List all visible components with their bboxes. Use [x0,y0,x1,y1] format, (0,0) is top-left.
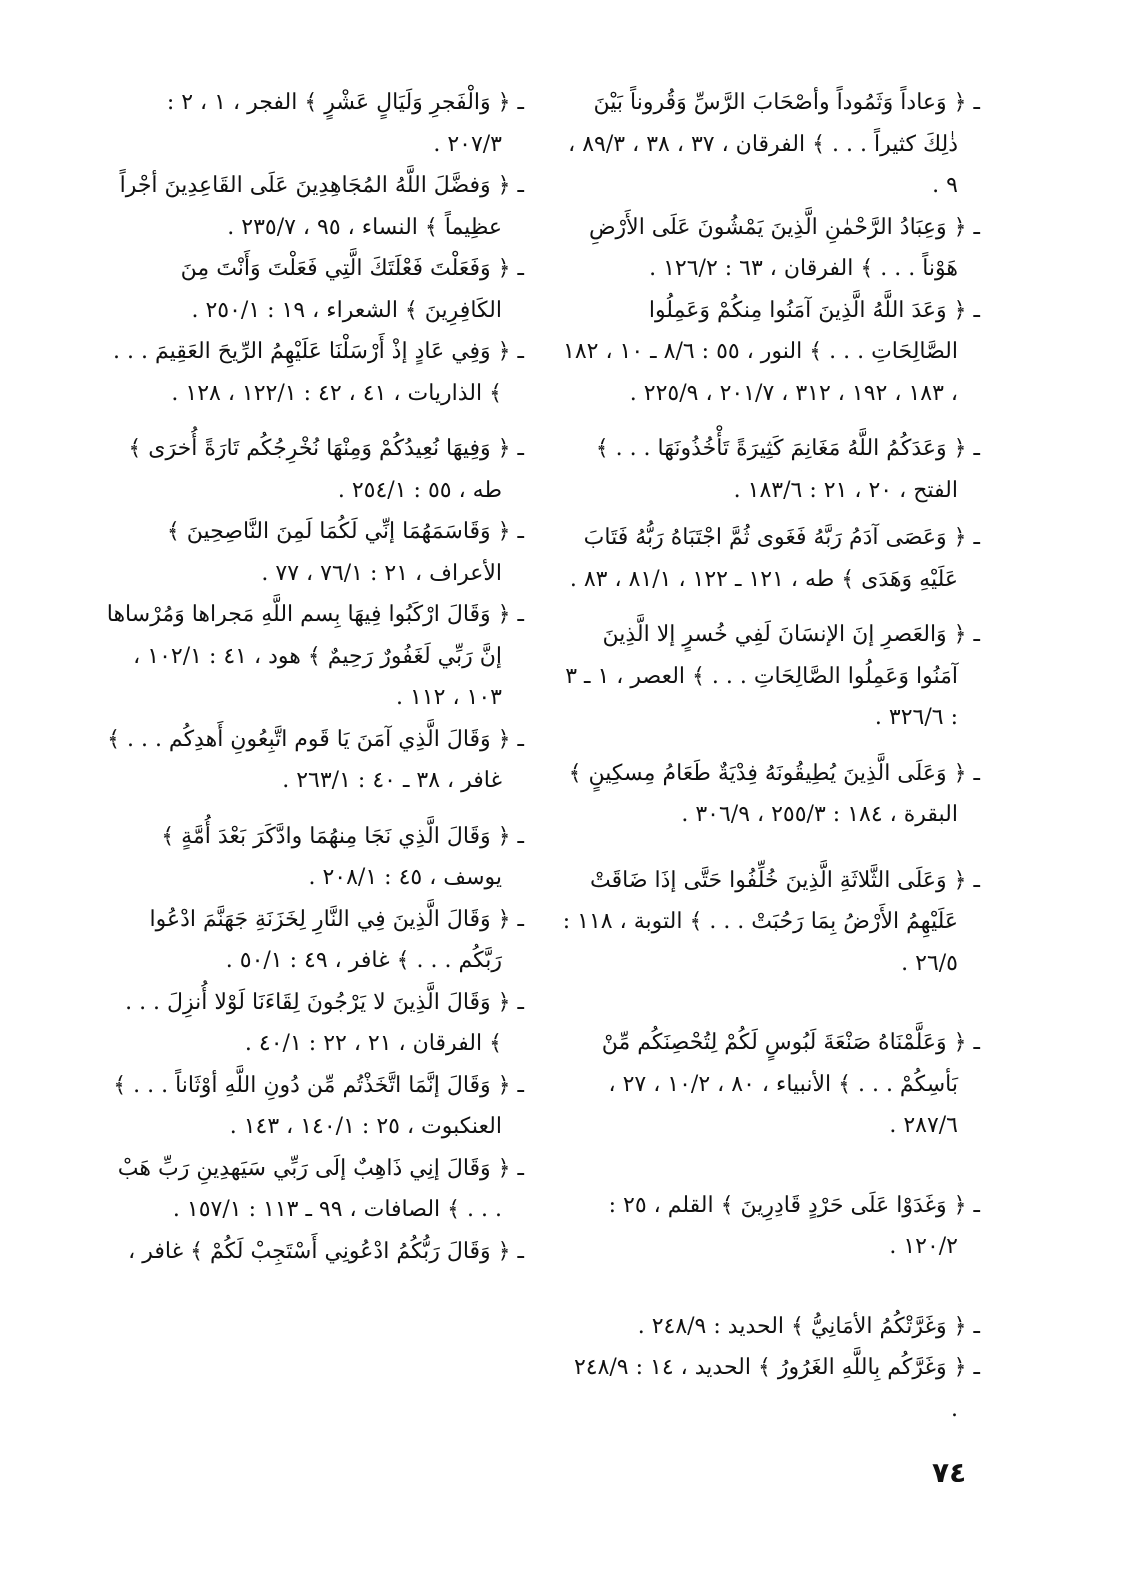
page-number: ٧٤ [932,1456,967,1489]
index-entry: ـ ﴿ وَالعَصرِ إنَ الإنسَانَ لَفِي خُسرٍ إلا الَّذِينَ آمَنُوا وَعَمِلُوا الصَّالِحَاتِ . . . ﴾ العصر ، ١ ـ ٣ : ٣٢٦/٦ . [565,622,980,730]
index-entry: ـ ﴿ وَقَالَ رَبُّكُمُ ادْعُونِي أَسْتَجِبْ لَكُمْ ﴾ غافر ، [128,1238,524,1264]
right-column [560,82,980,1430]
index-entry: ـ ﴿ وَعَلَى الثَّلاثَةِ الَّذِينَ خُلِّفُوا حَتَّى إذَا ضَاقَتْ عَلَيْهِمُ الأَرْضُ بِمَا رَحُبَتْ . . . ﴾ التوبة ، ١١٨ : ٢٦/٥ . [562,867,980,976]
index-entry: ـ ﴿ وَفضَّلَ اللَّهُ المُجَاهِدِينَ عَلَى القَاعِدِينَ أجْراً عظِيماً ﴾ النساء ، ٩٥ ، ٢٣٥/٧ . [119,173,524,240]
left-column [106,82,524,1272]
index-entry: ـ ﴿ وَعَصَى آدَمُ رَبَّهُ فَغَوى ثُمَّ اجْتَبَاهُ رَبُّهُ فَتَابَ عَلَيْهِ وَهَدَى ﴾ طه ، ١٢١ ـ ١٢٢ ، ٨١/١ ، ٨٣ . [569,525,980,592]
index-entry: ـ ﴿ وَقَالَ إنِي ذَاهِبٌ إلَى رَبِّي سَيَهدِينِ رَبِّ هَبْ . . . ﴾ الصافات ، ٩٩ ـ ١١٣ : ١٥٧/١ . [117,1155,524,1222]
index-entry: ـ ﴿ وَغَرَّتْكُمُ الأمَانِيُّ ﴾ الحديد : ٢٤٨/٩ . [637,1313,980,1339]
index-entry: ـ ﴿ وَعَلَّمْنَاهُ صَنْعَةَ لَبُوسٍ لَكُمْ لِتُحْصِنَكُم مِّنْ بَأسِكُمْ . . . ﴾ الأنبياء ، ٨٠ ، ١٠/٢ ، ٢٧ ، ٢٨٧/٦ . [601,1030,980,1138]
index-entry: ـ ﴿ وَقَالَ الَّذِي آمَنَ يَا قَوم اتَّبِعُونِ أَهدِكُم . . . ﴾ غافر ، ٣٨ ـ ٤٠ : ٢٦٣/١ . [107,726,524,793]
index-entry: ـ ﴿ وَعاداً وَثَمُوداً وأصْحَابَ الرَّسِّ وَقُروناً بَيْنَ ذٰلِكَ كثيراً . . . ﴾ الفرقان ، ٣٧ ، ٣٨ ، ٨٩/٣ ، ٩ . [568,90,980,198]
index-entry: ـ ﴿ وَقَالَ الَّذِي نَجَا مِنهُمَا وادَّكَرَ بَعْدَ أُمَّةٍ ﴾ يوسف ، ٤٥ : ٢٠٨/١ . [161,823,524,890]
index-entry: ـ ﴿ وَقَاسَمَهُمَا إنِّي لَكُمَا لَمِنَ النَّاصِحِينَ ﴾ الأعراف ، ٢١ : ٧٦/١ ، ٧٧ . [166,519,524,586]
index-entry: ـ ﴿ وَقَالَ الَّذِينَ فِي النَّارِ لِخَزَنَةِ جَهَنَّمَ ادْعُوا رَبَّكُم . . . ﴾ غافر ، ٤٩ : ٥٠/١ . [149,906,524,973]
index-entry: ـ ﴿ وَعَلَى الَّذِينَ يُطِيقُونَهُ فِدْيَةٌ طَعَامُ مِسكِينٍ ﴾ البقرة ، ١٨٤ : ٢٥٥/٣ ، ٣٠٦/٩ . [568,760,980,827]
index-entry: ـ ﴿ وَغَرَّكُم بِاللَّهِ الغَرُورُ ﴾ الحديد ، ١٤ : ٢٤٨/٩ . [573,1355,980,1422]
index-entry: ـ ﴿ وَفَعَلْتَ فَعْلَتَكَ الَّتِي فَعَلْتَ وَأَنْتَ مِنَ الكَافِرِينَ ﴾ الشعراء ، ١٩ : ٢٥٠/١ . [180,256,524,323]
index-entry: ـ ﴿ وَفِي عَادٍ إذْ أَرْسَلْنَا عَلَيْهِمُ الرِّيحَ العَقِيمَ . . . ﴾ الذاريات ، ٤١ ، ٤٢ : ١٢٢/١ ، ١٢٨ . [113,339,524,406]
index-entry: ـ ﴿ وَقَالَ الَّذِينَ لا يَرْجُونَ لِقَاءَنَا لَوْلا أُنزِلَ . . . ﴾ الفرقان ، ٢١ ، ٢٢ : ٤٠/١ . [125,989,524,1056]
index-entry: ـ ﴿ وَقَالَ ارْكَبُوا فِيهَا بِسم اللَّهِ مَجراها وَمُرْساها إنَّ رَبِّي لَغَفُورٌ رَحِيمٌ ﴾ هود ، ٤١ : ١٠٢/١ ، ١٠٣ ، ١١٢ . [106,602,524,710]
index-entry: ـ ﴿ وَالْفَجرِ وَلَيَالٍ عَشْرٍ ﴾ الفجر ، ١ ، ٢ : ٢٠٧/٣ . [166,90,524,157]
index-entry: ـ ﴿ وَفِيهَا نُعِيدُكُمْ وَمِنْهَا نُخْرِجُكُم تَارَةً أُخرَى ﴾ طه ، ٥٥ : ٢٥٤/١ . [128,436,524,503]
index-entry: ـ ﴿ وَقَالَ إنَّمَا اتَّخَذْتُم مِّن دُونِ اللَّهِ أوْثَاناً . . . ﴾ العنكبوت ، ٢٥ : ١٤٠/١ ، ١٤٣ . [113,1072,524,1139]
index-entry: ـ ﴿ وَغَدَوْا عَلَى حَرْدٍ قَادِرِينَ ﴾ القلم ، ٢٥ : ١٢٠/٢ . [608,1192,980,1259]
index-entry: ـ ﴿ وَعِبَادُ الرَّحْمٰنِ الَّذِينَ يَمْشُونَ عَلَى الأَرْضِ هَوْناً . . . ﴾ الفرقان ، ٦٣ : ١٢٦/٢ . [588,214,980,281]
index-entry: ـ ﴿ وَعَدَ اللَّهُ الَّذِينَ آمَنُوا مِنكُمْ وَعَمِلُوا الصَّالِحَاتِ . . . ﴾ النور ، ٥٥ : ٨/٦ ـ ١٠ ، ١٨٢ ، ١٨٣ ، ١٩٢ ، ٣١٢ ، ٢٠١/٧ ، ٢٢٥/٩ . [563,297,980,406]
index-entry: ـ ﴿ وَعَدَكُمُ اللَّهُ مَغَانِمَ كَثِيرَةً تَأْخُذُونَهَا . . . ﴾ الفتح ، ٢٠ ، ٢١ : ١٨٣/٦ . [595,436,980,503]
